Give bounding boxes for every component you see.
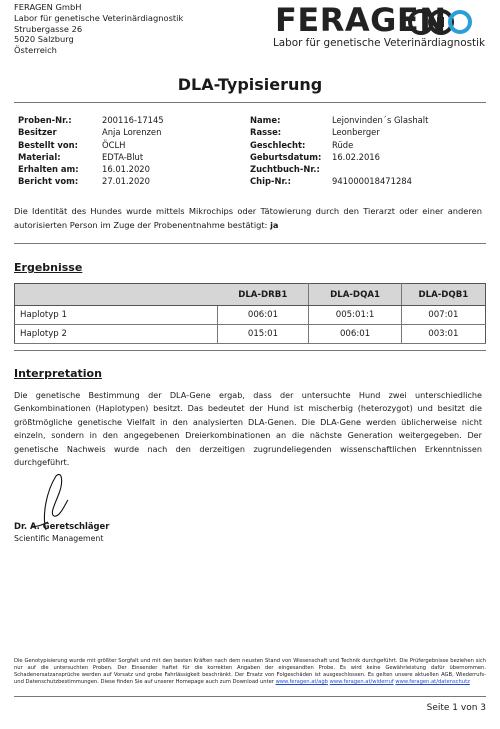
address-line: Strubergasse 26 [14, 23, 83, 34]
column-header: DLA-DQA1 [309, 284, 401, 306]
results-heading: Ergebnisse [14, 261, 83, 274]
info-label: Besitzer [18, 127, 57, 138]
feragen-logo [272, 1, 485, 51]
table-cell: 007:01 [401, 306, 485, 325]
lab-address [14, 2, 183, 56]
haplotype-label: Haplotyp 1 [15, 306, 218, 325]
logo-tagline: Labor für genetische Veterinärdiagnostik [273, 37, 485, 49]
info-value: Leonberger [332, 127, 380, 138]
dog-info-right [250, 114, 428, 188]
page-number: Seite 1 von 3 [426, 703, 486, 713]
info-value: 941000018471284 [332, 176, 412, 187]
table-cell: 003:01 [401, 325, 485, 344]
info-label: Name: [250, 115, 281, 125]
haplotype-label: Haplotyp 2 [15, 325, 218, 344]
info-label: Chip-Nr.: [250, 176, 291, 187]
column-header: DLA-DRB1 [217, 284, 309, 306]
info-label: Geschlecht: [250, 139, 306, 150]
info-value: Rüde [332, 139, 354, 150]
confirmation-answer: ja [270, 219, 279, 230]
footer-divider [14, 696, 486, 697]
signatory-role: Scientific Management [14, 534, 104, 543]
info-value: 27.01.2020 [102, 176, 150, 187]
table-cell: 006:01 [217, 306, 309, 325]
address-line: FERAGEN GmbH [14, 2, 82, 12]
table-cell: 006:01 [309, 325, 401, 344]
datenschutz-link[interactable]: www.feragen.at/datenschutz [395, 679, 470, 685]
info-value: Lejonvinden´s Glashalt [332, 115, 429, 125]
disclaimer-text: Die Genotypisierung wurde mit größter Sorgfalt und mit den besten Kräften nach dem neusten Stand von Wissenschaft und Technik durchgeführt. Die Prüfergebnisse beziehen sich nur auf die untersuchten Proben. Der Einsender haftet für die korrekten Angaben der eingesandten Probe. Es wird keine Gewährleistung dafür übernommen. Schadenersatzansprüche werden auf Vorsatz und grobe Fahrlässigkeit beschränkt. Der Ersatz von Folgeschäden ist ausgeschlossen. Es gelten unsere aktuellen AGB, Wiederrufs- und Datenschutzbestimmungen. Diese finden Sie auf unserer Homepage auch zum Download unter [14, 658, 486, 685]
info-label: Zuchtbuch-Nr.: [250, 164, 320, 175]
results-table [14, 283, 486, 344]
logo-wordmark: FERAGEN [275, 1, 447, 39]
agb-link[interactable]: www.feragen.at/agb [275, 679, 328, 685]
info-label: Erhalten am: [18, 164, 79, 175]
info-label: Geburtsdatum: [250, 151, 322, 162]
dna-rings-icon [408, 8, 472, 36]
info-label: Bestellt von: [18, 139, 78, 150]
info-label: Proben-Nr.: [18, 115, 72, 125]
table-cell: 005:01:1 [309, 306, 401, 325]
interpretation-text: Die genetische Bestimmung der DLA-Gene ergab, dass der untersuchte Hund zwei unterschiedliche Genkombinationen (Haplotypen) besitzt. Das bedeutet der Hund ist mischerbig (heterozygot) und besitzt die größtmögliche genetische Vielfalt in den analysierten DLA-Genen. Die DLA-Gene werden üblicherweise nicht einzeln, sondern in den angegebenen Dreierkombinationen an die nächste Generation weitergegeben. Der genetische Nachweis wurde nach den derzeitigen zugrundeliegenden wissenschaftlichen Erkenntnissen durchgeführt. [14, 390, 482, 468]
column-header [15, 284, 218, 306]
sample-info-left [18, 114, 164, 188]
title-divider [14, 102, 486, 103]
table-row [15, 325, 486, 344]
info-value: 16.02.2016 [332, 151, 380, 162]
table-header-row [15, 284, 486, 306]
column-header: DLA-DQB1 [401, 284, 485, 306]
info-value: EDTA-Blut [102, 151, 144, 162]
address-line: Labor für genetische Veterinärdiagnostik [14, 12, 184, 23]
info-label: Material: [18, 151, 61, 162]
address-line: Österreich [14, 45, 57, 56]
table-cell: 015:01 [217, 325, 309, 344]
table-row [15, 306, 486, 325]
confirmation-text: Die Identität des Hundes wurde mittels Mikrochips oder Tätowierung durch den Tierarzt oder einer anderen autorisierten Person im Zuge der Probenentnahme bestätigt: [14, 206, 482, 230]
section-divider [14, 243, 486, 244]
info-value: 200116-17145 [102, 115, 164, 125]
info-value: 16.01.2020 [102, 164, 150, 175]
interpretation-heading: Interpretation [14, 367, 102, 380]
disclaimer-footer [14, 658, 486, 686]
section-divider [14, 350, 486, 351]
address-line: 5020 Salzburg [14, 34, 74, 45]
widerruf-link[interactable]: www.feragen.at/widerruf [329, 679, 394, 685]
signatory-name: Dr. A. Geretschläger [14, 521, 110, 531]
info-label: Bericht vom: [18, 176, 79, 187]
info-value: ÖCLH [102, 139, 126, 150]
page-title: DLA-Typisierung [177, 75, 323, 94]
identity-confirmation [14, 205, 482, 232]
info-value: Anja Lorenzen [102, 127, 162, 138]
info-label: Rasse: [250, 127, 282, 138]
